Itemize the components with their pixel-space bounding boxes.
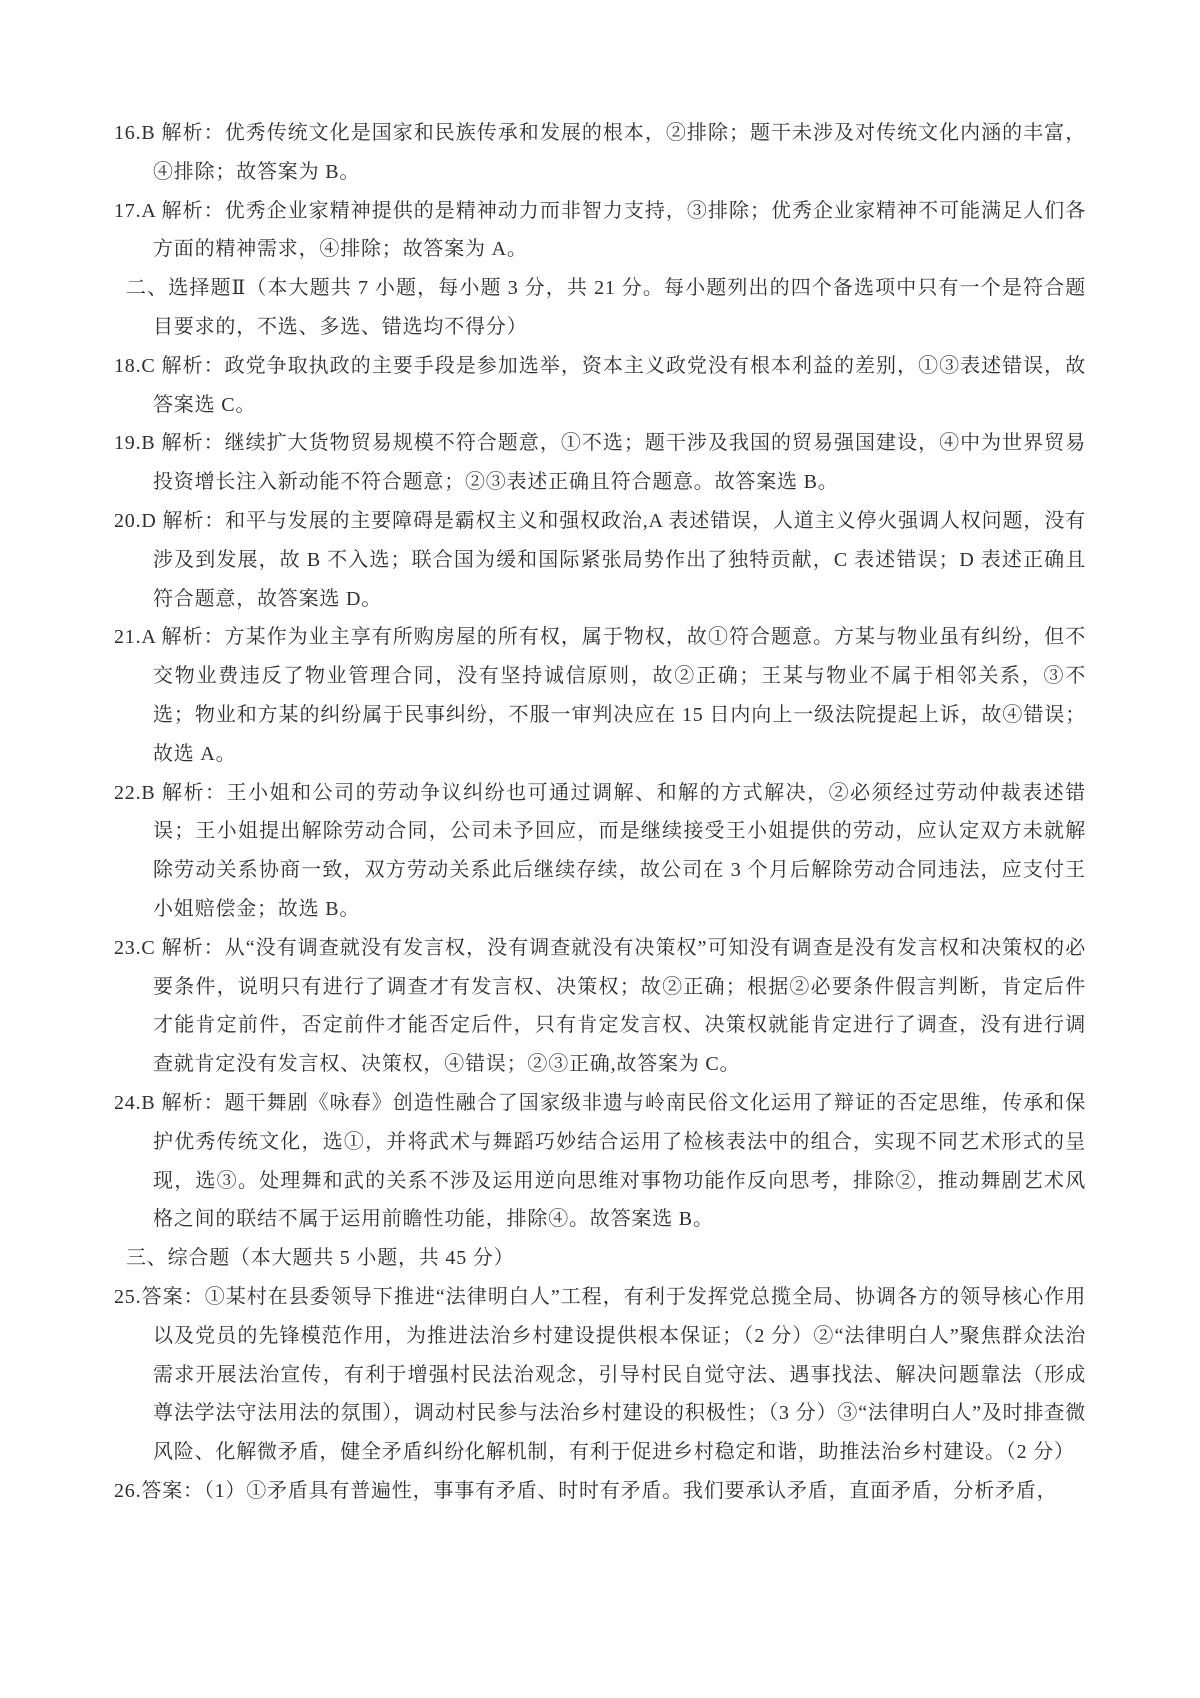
section-header-comprehensive — [126, 1239, 1086, 1278]
answer-item-26 — [114, 1472, 1086, 1511]
item-body-17: 优秀企业家精神提供的是精神动力而非智力支持，③排除；优秀企业家精神不可能满足人们各方面的精神需求，④排除；故答案为 A。 — [153, 199, 1086, 261]
item-body-18: 政党争取执政的主要手段是参加选举，资本主义政党没有根本利益的差别，①③表述错误，故答案选 C。 — [153, 354, 1086, 416]
item-number-20: 20.D 解析： — [114, 509, 226, 532]
answer-item-16 — [114, 114, 1086, 192]
item-body-23: 从“没有调查就没有发言权，没有调查就没有决策权”可知没有调查是没有发言权和决策权的必要条件，说明只有进行了调查才有发言权、决策权；故②正确；根据②必要条件假言判断，肯定后件才能肯定前件，否定前件才能否定后件，只有肯定发言权、决策权就能肯定进行了调查，没有进行调查就肯定没有发言权、决策权，④错误；②③正确,故答案为 C。 — [153, 936, 1086, 1076]
answer-item-18 — [114, 347, 1086, 425]
section-number-choice2: 二、 — [126, 277, 169, 300]
item-number-22: 22.B 解析： — [114, 781, 227, 804]
answer-item-24 — [114, 1084, 1086, 1239]
answer-item-21 — [114, 618, 1086, 773]
answer-item-17 — [114, 192, 1086, 270]
section-header-choice2 — [126, 269, 1086, 347]
item-body-22: 王小姐和公司的劳动争议纠纷也可通过调解、和解的方式解决，②必须经过劳动仲裁表述错误；王小姐提出解除劳动合同，公司未予回应，而是继续接受王小姐提供的劳动，应认定双方未就解除劳动关系协商一致，双方劳动关系此后继续存续，故公司在 3 个月后解除劳动合同违法，应支付王小姐赔偿金；故选 B。 — [153, 781, 1086, 920]
answer-item-19 — [114, 424, 1086, 502]
section-title-comprehensive: 综合题（本大题共 5 小题，共 45 分） — [167, 1247, 515, 1270]
answer-item-22 — [114, 774, 1086, 929]
section-title-choice2: 选择题Ⅱ（本大题共 7 小题，每小题 3 分，共 21 分。每小题列出的四个备选项中只有一个是符合题目要求的，不选、多选、错选均不得分） — [153, 277, 1086, 338]
item-body-26: （1）①矛盾具有普遍性，事事有矛盾、时时有矛盾。我们要承认矛盾，直面矛盾，分析矛盾， — [203, 1479, 1058, 1502]
item-body-21: 方某作为业主享有所购房屋的所有权，属于物权，故①符合题意。方某与物业虽有纠纷，但不交物业费违反了物业管理合同，没有坚持诚信原则，故②正确；王某与物业不属于相邻关系，③不选；物业和方某的纠纷属于民事纠纷，不服一审判决应在 15 日内向上一级法院提起上诉，故④错误；故选 A。 — [153, 626, 1086, 765]
item-number-23: 23.C 解析： — [114, 936, 225, 959]
answer-item-25 — [114, 1278, 1086, 1472]
item-number-19: 19.B 解析： — [114, 432, 225, 455]
item-body-25: ①某村在县委领导下推进“法律明白人”工程，有利于发挥党总揽全局、协调各方的领导核心作用以及党员的先锋模范作用，为推进法治乡村建设提供根本保证；（2 分）②“法律明白人”聚焦群众法治需求开展法治宣传，有利于增强村民法治观念，引导村民自觉守法、遇事找法、解决问题靠法（形成尊法学法守法用法的氛围），调动村民参与法治乡村建设的积极性；（3 分）③“法律明白人”及时排查微风险、化解微矛盾，健全矛盾纠纷化解机制，有利于促进乡村稳定和谐，助推法治乡村建设。（2 分） — [153, 1285, 1086, 1464]
item-number-18: 18.C 解析： — [114, 354, 225, 377]
item-body-24: 题干舞剧《咏春》创造性融合了国家级非遗与岭南民俗文化运用了辩证的否定思维，传承和保护优秀传统文化，选①，并将武术与舞蹈巧妙结合运用了检核表法中的组合，实现不同艺术形式的呈现，选③。处理舞和武的关系不涉及运用逆向思维对事物功能作反向思考，排除②，推动舞剧艺术风格之间的联结不属于运用前瞻性功能，排除④。故答案选 B。 — [153, 1091, 1086, 1231]
item-number-21: 21.A 解析： — [114, 626, 225, 649]
section-number-comprehensive: 三、 — [126, 1247, 168, 1270]
item-number-25: 25.答案： — [114, 1285, 205, 1308]
item-number-24: 24.B 解析： — [114, 1091, 225, 1114]
item-number-16: 16.B 解析： — [114, 122, 225, 144]
item-number-26: 26.答案： — [114, 1479, 204, 1502]
item-number-17: 17.A 解析： — [114, 199, 225, 222]
answer-key-content — [114, 114, 1086, 1511]
item-body-19: 继续扩大货物贸易规模不符合题意，①不选；题干涉及我国的贸易强国建设，④中为世界贸易投资增长注入新动能不符合题意；②③表述正确且符合题意。故答案选 B。 — [153, 432, 1086, 494]
item-body-20: 和平与发展的主要障碍是霸权主义和强权政治,A 表述错误，人道主义停火强调人权问题，没有涉及到发展，故 B 不入选；联合国为缓和国际紧张局势作出了独特贡献，C 表述错误；D 表述正确且符合题意，故答案选 D。 — [153, 509, 1086, 610]
answer-item-20 — [114, 502, 1086, 618]
item-body-16: 优秀传统文化是国家和民族传承和发展的根本，②排除；题干未涉及对传统文化内涵的丰富，④排除；故答案为 B。 — [153, 122, 1086, 183]
answer-item-23 — [114, 929, 1086, 1084]
